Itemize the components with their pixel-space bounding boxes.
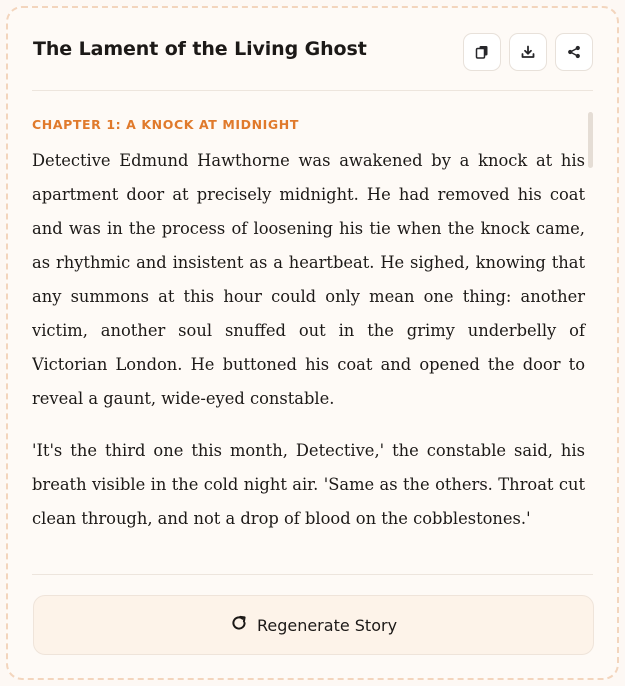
share-icon: [567, 45, 581, 59]
story-paragraph: Detective Edmund Hawthorne was awakened by a knock at his apartment door at precisely midnight. He had removed his coat and was in the process of loosening his tie when the knock came, as rhythmic and insistent as a heartbeat. He sighed, knowing that any summons at this hour could only mean one thing: another victim, another soul snuffed out in the grimy underbelly of Victorian London. He buttoned his coat and opened the door to reveal a gaunt, wide-eyed constable.: [32, 151, 585, 408]
story-scrollbar[interactable]: [588, 112, 593, 168]
story-card: [6, 6, 619, 680]
refresh-icon: [230, 614, 248, 637]
share-button[interactable]: [555, 33, 593, 71]
regenerate-story-button[interactable]: [33, 595, 594, 655]
download-button[interactable]: [509, 33, 547, 71]
copy-icon: [475, 45, 489, 59]
story-content[interactable]: [32, 108, 589, 548]
footer-divider: [32, 574, 593, 575]
regenerate-label: Regenerate Story: [256, 615, 398, 635]
story-header: [8, 8, 617, 92]
chapter-heading: CHAPTER 1: A KNOCK AT MIDNIGHT: [32, 117, 299, 132]
story-paragraph: 'It's the third one this month, Detective,' the constable said, his breath visible in the cold night air. 'Same as the others. Throat cut clean through, and not a drop of blood on the cobblestones.': [32, 441, 585, 528]
copy-button[interactable]: [463, 33, 501, 71]
header-divider: [32, 90, 593, 91]
story-title: The Lament of the Living Ghost: [33, 38, 367, 60]
story-actions: [463, 33, 593, 71]
download-icon: [521, 45, 535, 59]
